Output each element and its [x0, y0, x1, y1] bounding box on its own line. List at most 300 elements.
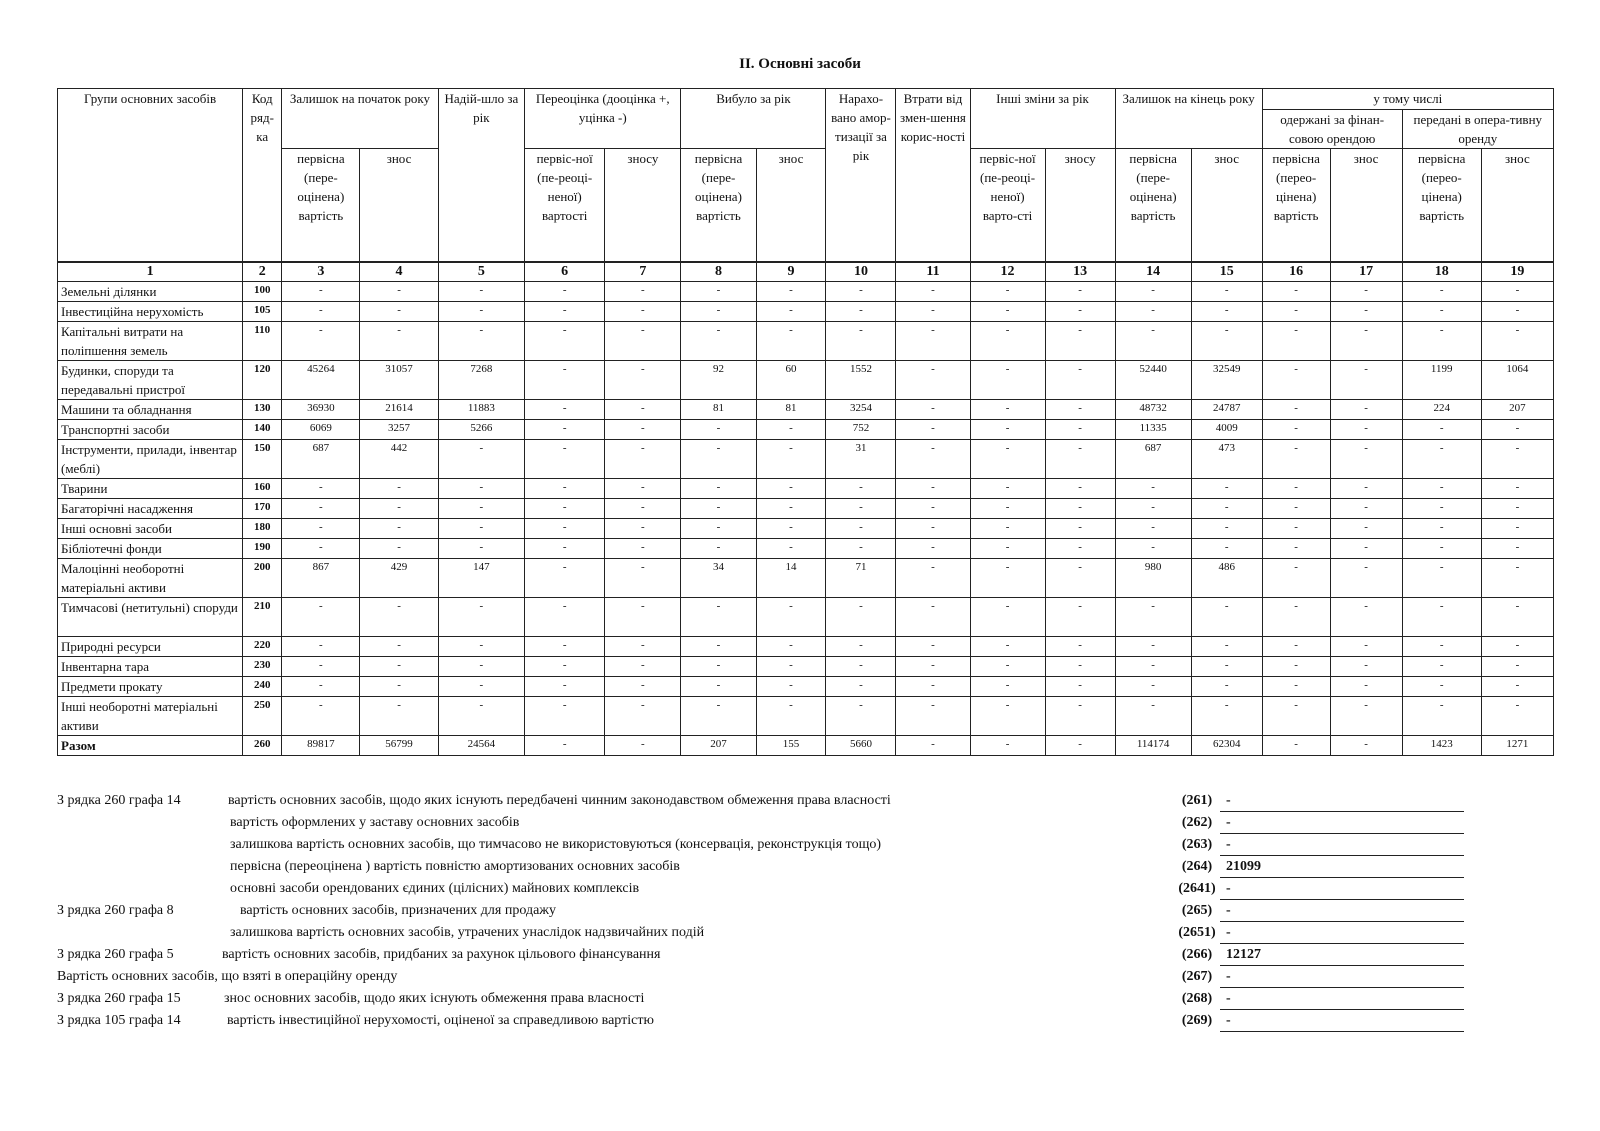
note-code: (265): [1181, 903, 1213, 918]
table-row: [58, 479, 1554, 499]
note-lead: З рядка 260 графа 14: [57, 793, 181, 808]
cell-value: -: [1330, 657, 1402, 677]
cell-value: -: [970, 559, 1045, 598]
col-fin-lease-header: одержані за фінан-совою орендою: [1262, 110, 1402, 149]
cell-value: 36930: [282, 400, 360, 420]
cell-value: 24787: [1191, 400, 1262, 420]
note-text: основні засоби орендованих єдиних (цілісних) майнових комплексів: [230, 881, 640, 896]
row-name: Інвентарна тара: [58, 657, 243, 677]
cell-value: 429: [360, 559, 438, 598]
column-number: 1: [58, 262, 243, 282]
cell-value: 5266: [438, 420, 524, 440]
cell-value: -: [1262, 400, 1330, 420]
cell-value: 5660: [826, 736, 896, 756]
cell-value: -: [1115, 598, 1191, 637]
row-code: 120: [243, 361, 282, 400]
column-number: 13: [1045, 262, 1115, 282]
cell-value: -: [826, 322, 896, 361]
cell-value: -: [1330, 598, 1402, 637]
cell-value: -: [605, 361, 681, 400]
cell-value: -: [970, 479, 1045, 499]
note-code: (263): [1181, 837, 1213, 852]
cell-value: -: [1262, 440, 1330, 479]
note-text: залишкова вартість основних засобів, що тимчасово не використовуються (консервація, реконструкція тощо): [230, 837, 882, 852]
subcol-header: знос: [360, 149, 438, 263]
cell-value: -: [1045, 499, 1115, 519]
column-number: 12: [970, 262, 1045, 282]
cell-value: -: [1481, 282, 1553, 302]
cell-value: -: [1045, 736, 1115, 756]
cell-value: -: [1481, 322, 1553, 361]
cell-value: -: [896, 736, 970, 756]
cell-value: -: [1115, 539, 1191, 559]
cell-value: -: [756, 499, 826, 519]
cell-value: -: [1481, 657, 1553, 677]
cell-value: -: [970, 657, 1045, 677]
col-groups-header: Групи основних засобів: [58, 89, 243, 263]
row-name: Природні ресурси: [58, 637, 243, 657]
note-row: [57, 969, 1557, 991]
cell-value: -: [681, 637, 756, 657]
table-row: [58, 440, 1554, 479]
cell-value: -: [1481, 697, 1553, 736]
cell-value: -: [525, 440, 605, 479]
cell-value: -: [970, 598, 1045, 637]
cell-value: -: [1045, 559, 1115, 598]
note-row: [57, 1013, 1557, 1035]
cell-value: -: [970, 361, 1045, 400]
cell-value: -: [896, 420, 970, 440]
cell-value: 21614: [360, 400, 438, 420]
row-code: 240: [243, 677, 282, 697]
subcol-header: первіс-ної (пе-реоці-неної) вартості: [525, 149, 605, 263]
note-value: -: [1220, 925, 1464, 944]
table-row: [58, 736, 1554, 756]
cell-value: -: [1402, 677, 1481, 697]
cell-value: -: [896, 400, 970, 420]
cell-value: -: [1115, 302, 1191, 322]
cell-value: -: [1191, 499, 1262, 519]
cell-value: 687: [1115, 440, 1191, 479]
cell-value: -: [1402, 302, 1481, 322]
cell-value: -: [970, 282, 1045, 302]
cell-value: -: [282, 282, 360, 302]
cell-value: -: [1330, 637, 1402, 657]
cell-value: 687: [282, 440, 360, 479]
cell-value: -: [970, 322, 1045, 361]
col-op-lease-header: передані в опера-тивну оренду: [1402, 110, 1553, 149]
cell-value: -: [970, 539, 1045, 559]
cell-value: -: [970, 440, 1045, 479]
cell-value: -: [1045, 322, 1115, 361]
cell-value: -: [438, 302, 524, 322]
cell-value: -: [1045, 539, 1115, 559]
cell-value: -: [896, 598, 970, 637]
note-value: -: [1220, 793, 1464, 812]
cell-value: -: [1402, 559, 1481, 598]
column-number: 10: [826, 262, 896, 282]
table-row: [58, 361, 1554, 400]
row-code: 220: [243, 637, 282, 657]
cell-value: -: [896, 440, 970, 479]
cell-value: -: [1262, 302, 1330, 322]
cell-value: 60: [756, 361, 826, 400]
row-name: Предмети прокату: [58, 677, 243, 697]
column-number: 15: [1191, 262, 1262, 282]
row-code: 140: [243, 420, 282, 440]
row-name: Транспортні засоби: [58, 420, 243, 440]
note-row: [57, 793, 1557, 815]
cell-value: 147: [438, 559, 524, 598]
row-name: Інструменти, прилади, інвентар (меблі): [58, 440, 243, 479]
cell-value: -: [1330, 361, 1402, 400]
note-row: [57, 991, 1557, 1013]
cell-value: -: [438, 539, 524, 559]
cell-value: -: [826, 598, 896, 637]
cell-value: 207: [1481, 400, 1553, 420]
subcol-header: первісна (перео-цінена) вартість: [1402, 149, 1481, 263]
row-name: Інші основні засоби: [58, 519, 243, 539]
cell-value: -: [896, 539, 970, 559]
cell-value: -: [970, 400, 1045, 420]
cell-value: -: [360, 637, 438, 657]
row-name: Будинки, споруди та передавальні пристрої: [58, 361, 243, 400]
cell-value: -: [1045, 519, 1115, 539]
cell-value: 71: [826, 559, 896, 598]
note-value: -: [1220, 969, 1464, 988]
column-number: 14: [1115, 262, 1191, 282]
cell-value: -: [896, 479, 970, 499]
note-lead: З рядка 105 графа 14: [57, 1013, 181, 1028]
cell-value: -: [360, 697, 438, 736]
row-code: 160: [243, 479, 282, 499]
cell-value: -: [282, 677, 360, 697]
cell-value: -: [896, 302, 970, 322]
cell-value: -: [1115, 637, 1191, 657]
note-row: [57, 903, 1557, 925]
subcol-header: первісна (пере-оцінена) вартість: [1115, 149, 1191, 263]
cell-value: -: [756, 302, 826, 322]
cell-value: -: [826, 499, 896, 519]
cell-value: -: [756, 677, 826, 697]
cell-value: -: [756, 322, 826, 361]
cell-value: -: [756, 440, 826, 479]
note-row: [57, 815, 1557, 837]
note-value: -: [1220, 903, 1464, 922]
cell-value: -: [525, 559, 605, 598]
row-name: Капітальні витрати на поліпшення земель: [58, 322, 243, 361]
note-value: -: [1220, 1013, 1464, 1032]
cell-value: -: [1115, 657, 1191, 677]
table-row: [58, 539, 1554, 559]
cell-value: -: [1330, 302, 1402, 322]
cell-value: 442: [360, 440, 438, 479]
cell-value: -: [525, 479, 605, 499]
row-name: Бібліотечні фонди: [58, 539, 243, 559]
row-code: 190: [243, 539, 282, 559]
cell-value: -: [525, 539, 605, 559]
column-number: 18: [1402, 262, 1481, 282]
cell-value: 31: [826, 440, 896, 479]
cell-value: -: [1191, 479, 1262, 499]
cell-value: -: [1045, 697, 1115, 736]
cell-value: 3257: [360, 420, 438, 440]
cell-value: 1271: [1481, 736, 1553, 756]
cell-value: 114174: [1115, 736, 1191, 756]
cell-value: -: [1402, 322, 1481, 361]
cell-value: -: [756, 598, 826, 637]
cell-value: -: [1481, 499, 1553, 519]
cell-value: -: [1115, 499, 1191, 519]
cell-value: -: [1262, 736, 1330, 756]
cell-value: -: [605, 479, 681, 499]
cell-value: 980: [1115, 559, 1191, 598]
cell-value: 224: [1402, 400, 1481, 420]
note-text: вартість основних засобів, призначених для продажу: [240, 903, 556, 918]
row-code: 110: [243, 322, 282, 361]
cell-value: -: [1262, 420, 1330, 440]
row-name: Машини та обладнання: [58, 400, 243, 420]
column-number: 4: [360, 262, 438, 282]
cell-value: -: [896, 361, 970, 400]
subcol-header: первісна (пере-оцінена) вартість: [681, 149, 756, 263]
note-code: (269): [1181, 1013, 1213, 1028]
cell-value: 473: [1191, 440, 1262, 479]
cell-value: -: [1330, 282, 1402, 302]
cell-value: -: [525, 361, 605, 400]
cell-value: -: [1191, 519, 1262, 539]
cell-value: 31057: [360, 361, 438, 400]
table-row: [58, 400, 1554, 420]
cell-value: -: [970, 499, 1045, 519]
cell-value: -: [681, 282, 756, 302]
notes-section: [57, 793, 1557, 1035]
cell-value: -: [1330, 697, 1402, 736]
row-code: 100: [243, 282, 282, 302]
cell-value: -: [681, 677, 756, 697]
cell-value: -: [605, 302, 681, 322]
cell-value: -: [360, 598, 438, 637]
cell-value: -: [1191, 598, 1262, 637]
cell-value: -: [896, 637, 970, 657]
cell-value: -: [1045, 361, 1115, 400]
table-row: [58, 677, 1554, 697]
cell-value: -: [1330, 479, 1402, 499]
cell-value: -: [1481, 519, 1553, 539]
cell-value: -: [826, 697, 896, 736]
cell-value: -: [1191, 539, 1262, 559]
cell-value: -: [525, 499, 605, 519]
cell-value: -: [1045, 479, 1115, 499]
cell-value: 81: [756, 400, 826, 420]
cell-value: -: [1330, 499, 1402, 519]
col-received-header: Надій-шло за рік: [438, 89, 524, 263]
cell-value: 62304: [1191, 736, 1262, 756]
note-text: первісна (переоцінена ) вартість повністю амортизованих основних засобів: [230, 859, 680, 874]
cell-value: -: [1115, 322, 1191, 361]
cell-value: -: [896, 282, 970, 302]
cell-value: -: [438, 440, 524, 479]
cell-value: -: [525, 420, 605, 440]
cell-value: -: [1262, 519, 1330, 539]
cell-value: -: [605, 736, 681, 756]
table-row: [58, 282, 1554, 302]
row-code: 210: [243, 598, 282, 637]
cell-value: -: [1481, 637, 1553, 657]
section-title: II. Основні засоби: [739, 56, 861, 72]
cell-value: -: [756, 479, 826, 499]
cell-value: -: [525, 322, 605, 361]
cell-value: -: [282, 598, 360, 637]
cell-value: -: [970, 637, 1045, 657]
cell-value: -: [1262, 282, 1330, 302]
table-row: [58, 420, 1554, 440]
column-number: 9: [756, 262, 826, 282]
column-number: 5: [438, 262, 524, 282]
row-name: Багаторічні насадження: [58, 499, 243, 519]
note-row: [57, 925, 1557, 947]
subcol-header: зносу: [1045, 149, 1115, 263]
cell-value: -: [525, 282, 605, 302]
cell-value: -: [1115, 677, 1191, 697]
note-lead: З рядка 260 графа 15: [57, 991, 181, 1006]
cell-value: -: [1481, 302, 1553, 322]
cell-value: -: [1262, 637, 1330, 657]
cell-value: -: [1481, 440, 1553, 479]
cell-value: 92: [681, 361, 756, 400]
col-including-header: у тому числі: [1262, 89, 1553, 110]
cell-value: -: [756, 657, 826, 677]
cell-value: -: [438, 499, 524, 519]
cell-value: -: [1115, 282, 1191, 302]
table-row: [58, 559, 1554, 598]
cell-value: -: [525, 697, 605, 736]
cell-value: -: [1330, 519, 1402, 539]
cell-value: -: [681, 598, 756, 637]
cell-value: 1199: [1402, 361, 1481, 400]
cell-value: -: [605, 559, 681, 598]
cell-value: -: [438, 697, 524, 736]
table-row: [58, 637, 1554, 657]
cell-value: -: [1191, 322, 1262, 361]
note-code: (264): [1181, 859, 1213, 874]
cell-value: 24564: [438, 736, 524, 756]
cell-value: -: [525, 302, 605, 322]
cell-value: -: [756, 519, 826, 539]
cell-value: -: [826, 637, 896, 657]
cell-value: -: [1191, 637, 1262, 657]
cell-value: 155: [756, 736, 826, 756]
cell-value: -: [970, 677, 1045, 697]
table-row: [58, 519, 1554, 539]
cell-value: -: [681, 302, 756, 322]
cell-value: 6069: [282, 420, 360, 440]
cell-value: -: [1045, 282, 1115, 302]
cell-value: 34: [681, 559, 756, 598]
cell-value: -: [970, 736, 1045, 756]
cell-value: -: [1262, 539, 1330, 559]
column-number: 16: [1262, 262, 1330, 282]
cell-value: -: [970, 302, 1045, 322]
cell-value: -: [826, 677, 896, 697]
subcol-header: зносу: [605, 149, 681, 263]
cell-value: -: [1191, 697, 1262, 736]
cell-value: -: [1402, 637, 1481, 657]
cell-value: 52440: [1115, 361, 1191, 400]
cell-value: 752: [826, 420, 896, 440]
row-code: 170: [243, 499, 282, 519]
cell-value: -: [605, 400, 681, 420]
note-lead: З рядка 260 графа 5: [57, 947, 174, 962]
cell-value: -: [1330, 420, 1402, 440]
col-other-changes-header: Інші зміни за рік: [970, 89, 1115, 149]
cell-value: -: [605, 677, 681, 697]
cell-value: -: [1402, 598, 1481, 637]
cell-value: -: [605, 440, 681, 479]
cell-value: -: [605, 657, 681, 677]
row-name: Земельні ділянки: [58, 282, 243, 302]
cell-value: -: [605, 539, 681, 559]
cell-value: -: [1191, 302, 1262, 322]
cell-value: -: [282, 637, 360, 657]
note-row: [57, 859, 1557, 881]
cell-value: 14: [756, 559, 826, 598]
cell-value: -: [970, 420, 1045, 440]
cell-value: -: [1402, 420, 1481, 440]
cell-value: -: [1191, 282, 1262, 302]
col-depreciation-header: Нарахо-вано амор-тизації за рік: [826, 89, 896, 263]
cell-value: -: [826, 282, 896, 302]
cell-value: -: [1115, 697, 1191, 736]
cell-value: -: [1045, 302, 1115, 322]
cell-value: -: [1045, 400, 1115, 420]
cell-value: -: [681, 657, 756, 677]
cell-value: -: [282, 539, 360, 559]
cell-value: -: [605, 519, 681, 539]
cell-value: -: [282, 657, 360, 677]
subcol-header: знос: [756, 149, 826, 263]
subcol-header: первіс-ної (пе-реоці-неної) варто-сті: [970, 149, 1045, 263]
cell-value: -: [681, 322, 756, 361]
cell-value: -: [681, 420, 756, 440]
row-name: Інвестиційна нерухомість: [58, 302, 243, 322]
cell-value: 207: [681, 736, 756, 756]
cell-value: -: [681, 440, 756, 479]
cell-value: -: [970, 519, 1045, 539]
cell-value: -: [756, 539, 826, 559]
note-row: [57, 947, 1557, 969]
subcol-header: первісна (перео-цінена) вартість: [1262, 149, 1330, 263]
column-number: 7: [605, 262, 681, 282]
cell-value: -: [360, 519, 438, 539]
cell-value: -: [1481, 598, 1553, 637]
cell-value: -: [605, 598, 681, 637]
subcol-header: знос: [1330, 149, 1402, 263]
cell-value: -: [681, 697, 756, 736]
cell-value: -: [756, 637, 826, 657]
cell-value: -: [1330, 322, 1402, 361]
note-value: -: [1220, 815, 1464, 834]
row-code: 130: [243, 400, 282, 420]
cell-value: 11883: [438, 400, 524, 420]
table-row: [58, 499, 1554, 519]
cell-value: -: [1330, 440, 1402, 479]
cell-value: -: [1402, 539, 1481, 559]
note-text: вартість інвестиційної нерухомості, оціненої за справедливою вартістю: [227, 1013, 654, 1028]
cell-value: 89817: [282, 736, 360, 756]
table-row: [58, 697, 1554, 736]
cell-value: -: [1262, 657, 1330, 677]
